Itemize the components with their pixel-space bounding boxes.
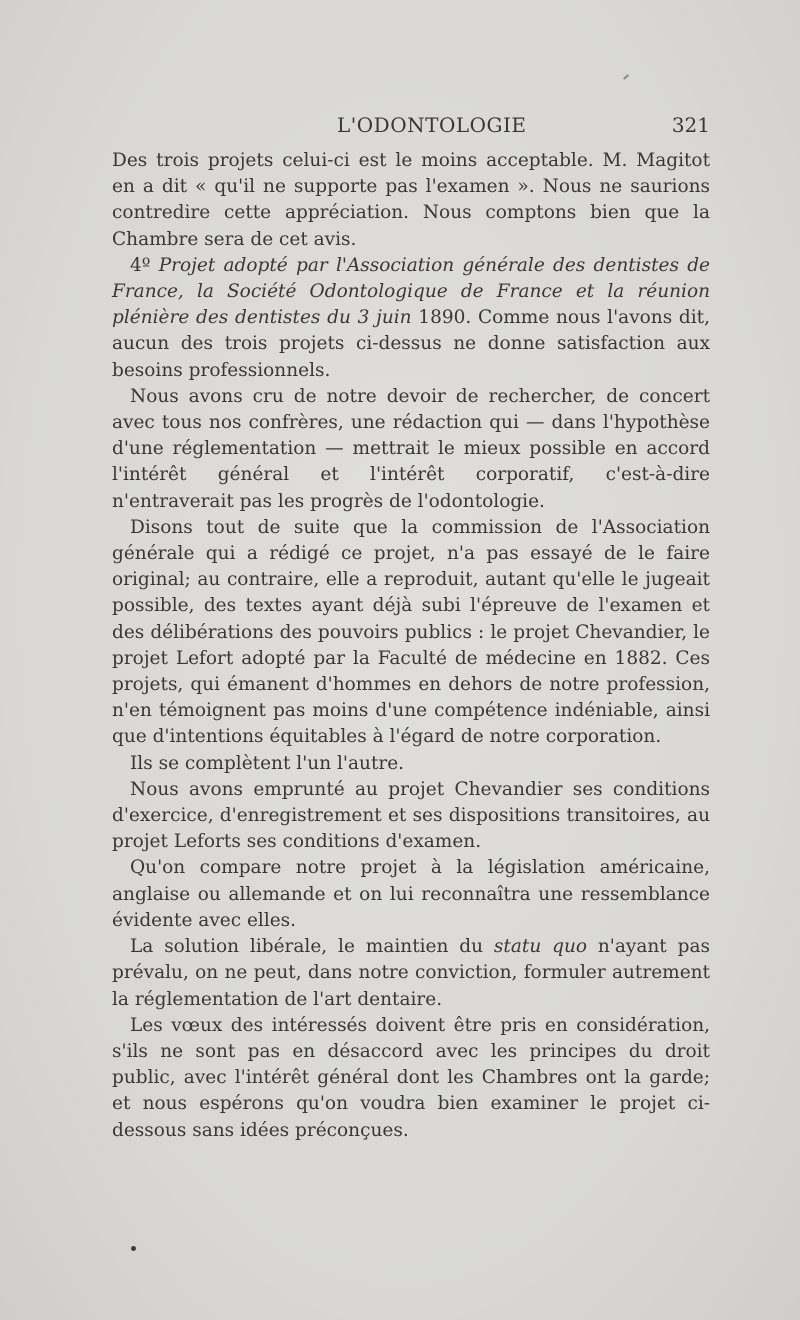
running-title: L'ODONTOLOGIE [337, 113, 527, 137]
paragraph-3: Nous avons cru de notre devoir de rechercher, de concert avec tous nos confrères, une rédaction qui — dans l'hypothèse d'une réglementation — mettrait le mieux possible en accord l'intérêt général et l'intérêt corporatif, c'est-à-dire n'entraverait pas les progrès de l'odontologie. [112, 385, 710, 512]
ink-dot [131, 1246, 136, 1251]
paragraph-2-rest: 1890. Comme nous l'avons dit, aucun des trois projets ci-dessus ne donne satisfaction aux besoins professionnels. [112, 307, 710, 381]
latin-phrase: statu quo [493, 936, 587, 958]
paragraph-9: Les vœux des intéressés doivent être pris en considération, s'ils ne sont pas en désaccord avec les principes du droit public, avec l'intérêt général dont les Chambres ont la garde; et nous espérons qu'on voudra bien examiner le projet ci-dessous sans idées préconçues. [112, 1014, 710, 1141]
paragraph-4: Disons tout de suite que la commission de l'Association générale qui a rédigé ce projet, n'a pas essayé de le faire original; au contraire, elle a reproduit, autant qu'elle le jugeait possible, des textes ayant déjà subi l'épreuve de l'examen et des délibérations des pouvoirs publics : le projet Chevandier, le projet Lefort adopté par la Faculté de médecine en 1882. Ces projets, qui émanent d'hommes en dehors de notre profession, n'en témoignent pas moins d'une compétence indéniable, ainsi que d'intentions équitables à l'égard de notre corporation. [112, 516, 710, 748]
section-title: Projet adopté par l'Association générale des dentistes de France, la Société Odontologique de France et la réunion plénière des dentistes du [112, 254, 710, 329]
paragraph-1: Des trois projets celui-ci est le moins acceptable. M. Magitot en a dit « qu'il ne supporte pas l'examen ». Nous ne saurions contredire cette appréciation. Nous comptons bien que la Chambre sera de cet avis. [112, 150, 710, 250]
scan-mark [623, 74, 629, 79]
paragraph-8 [112, 934, 710, 1013]
paragraph-2 [112, 253, 710, 384]
page-header [112, 113, 710, 143]
page-number: 321 [671, 113, 710, 137]
paragraph-7: Qu'on compare notre projet à la législation américaine, anglaise ou allemande et on lui reconnaîtra une ressemblance évidente avec elles. [112, 857, 710, 931]
paragraph-5: Ils se complètent l'un l'autre. [130, 752, 405, 774]
section-number: 4º [130, 254, 151, 276]
section-date: 3 juin [357, 307, 412, 329]
paragraph-8-end: n'ayant pas prévalu, on ne peut, dans notre conviction, formuler autrement la réglementation de l'art dentaire. [112, 936, 710, 1010]
paragraph-6: Nous avons emprunté au projet Chevandier ses conditions d'exercice, d'enregistrement et ses dispositions transitoires, au projet Leforts ses conditions d'examen. [112, 778, 710, 853]
paragraph-8-start: La solution libérale, le maintien du [130, 936, 484, 958]
body-text [112, 148, 710, 1144]
